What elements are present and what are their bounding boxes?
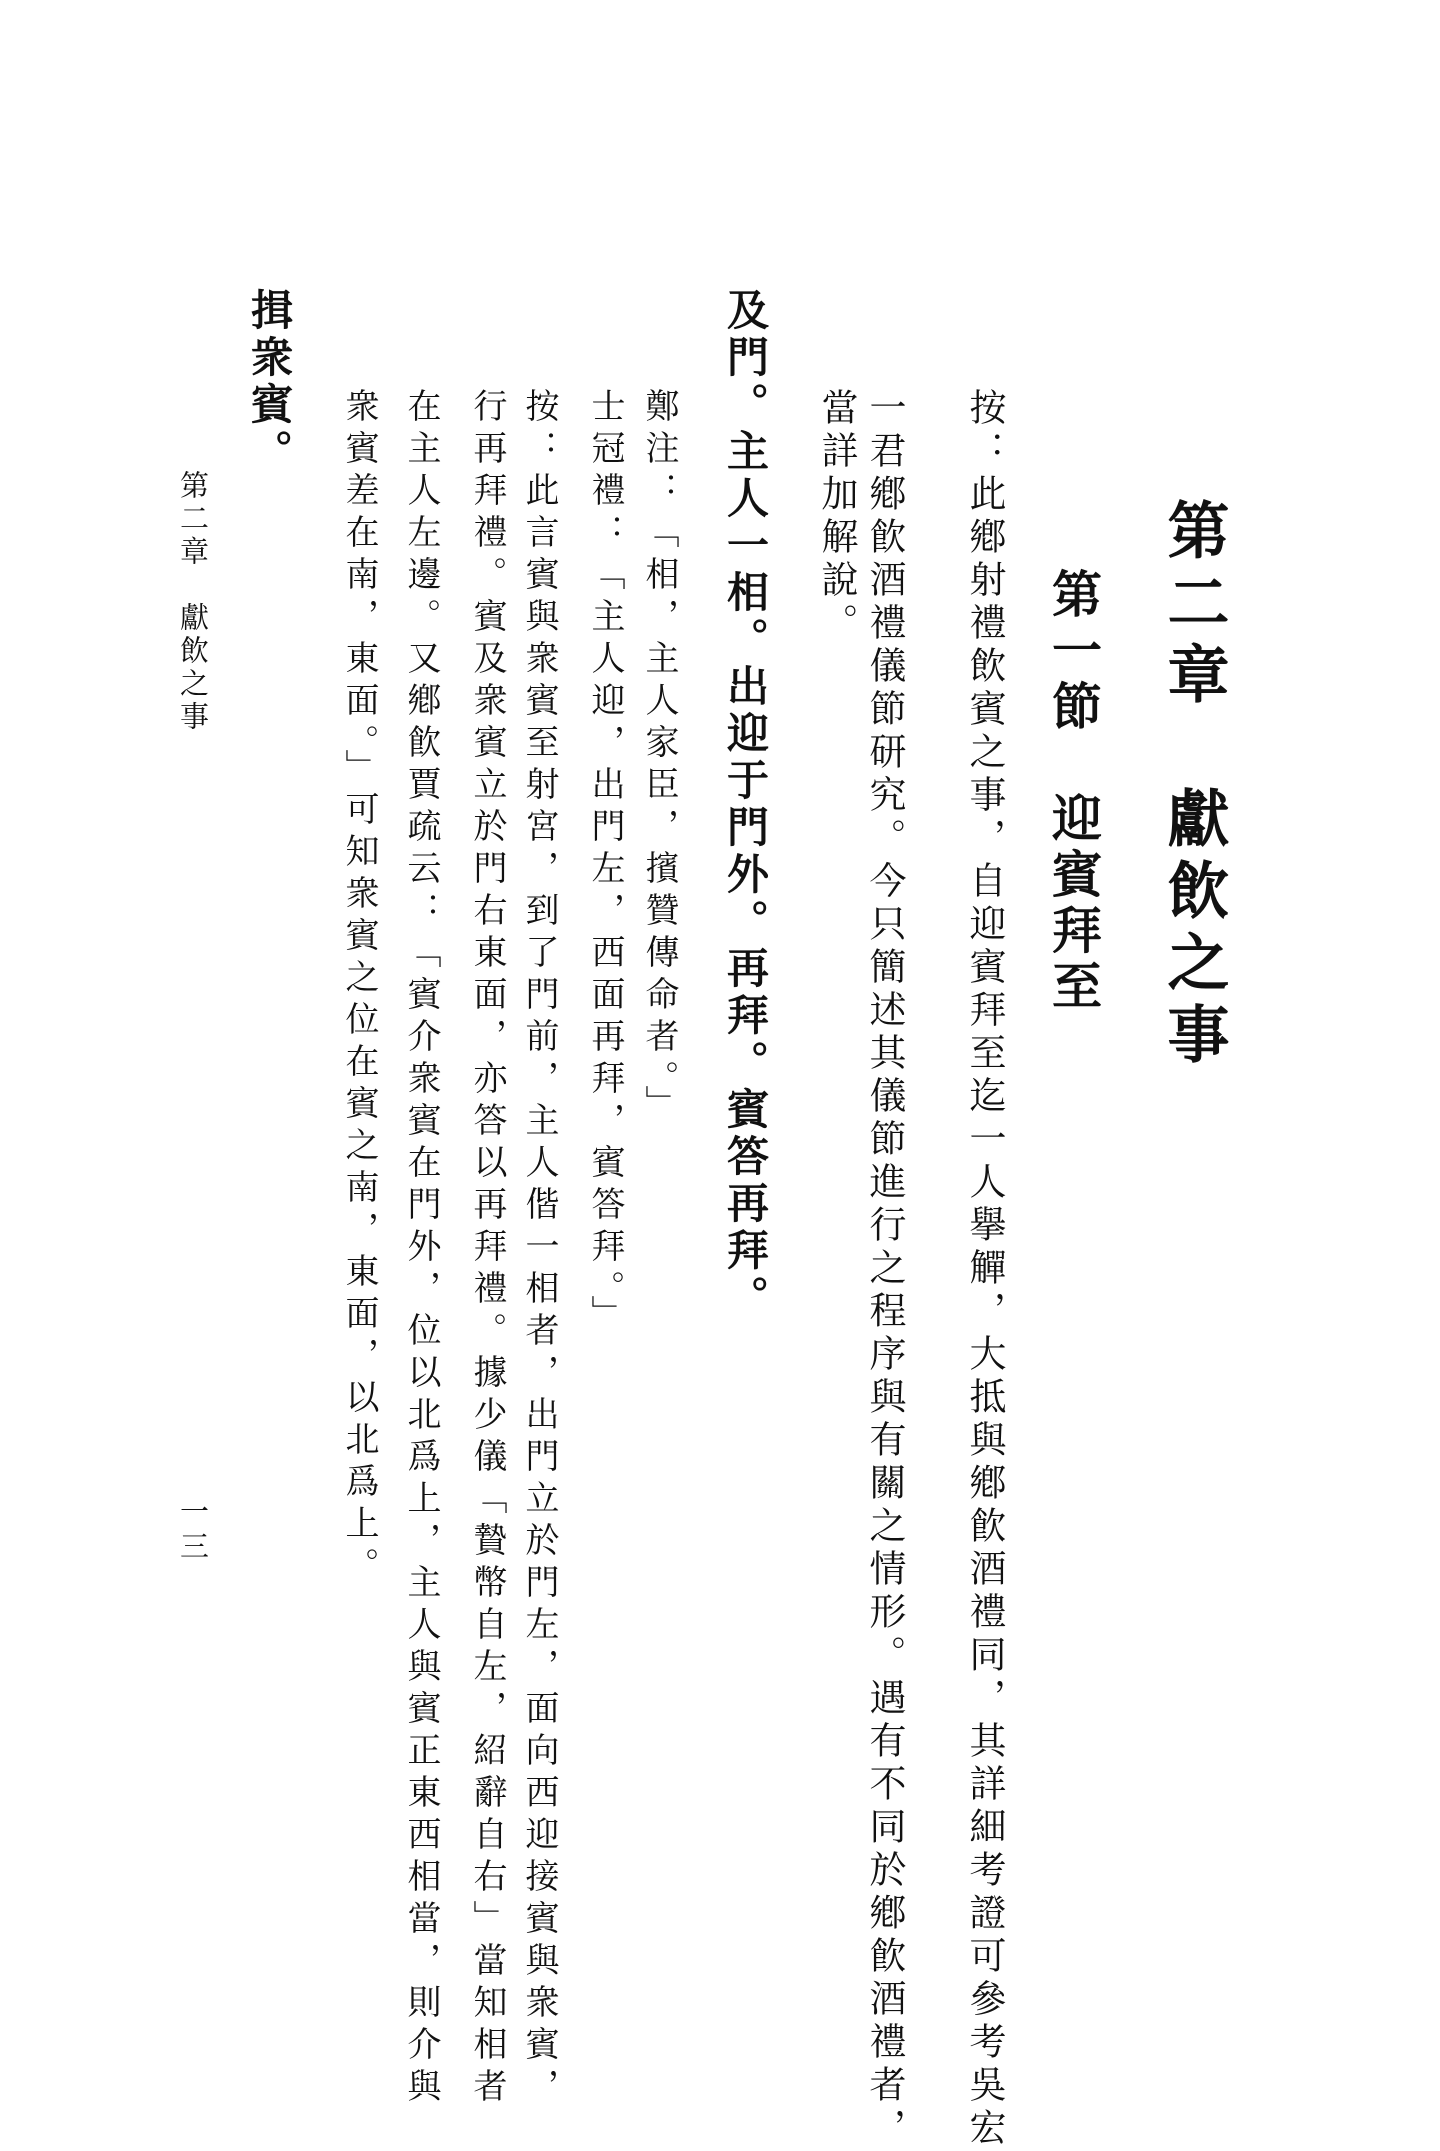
- note-shi-guan-li: 士冠禮：「主人迎，出門左，西面再拜，賓答拜。」: [585, 388, 625, 1337]
- commentary-line-1: 按：此鄕射禮飲賓之事，自迎賓拜至迄一人擧觶，大抵與鄕飮酒禮同，其詳細考證可參考吳宏: [963, 388, 1006, 2151]
- main-text-arrival: 及門。主人一相。出迎于門外。再拜。賓答再拜。: [721, 288, 770, 1322]
- commentary-line-3: 當詳加解說。: [815, 388, 858, 646]
- note-zheng-zhu: 鄭注：「相，主人家臣，擯贊傳命者。」: [639, 388, 679, 1127]
- note-an-line-2: 行再拜禮。賓及衆賓立於門右東面，亦答以再拜禮。據少儀「贄幣自左，紹辭自右」當知相者: [467, 388, 507, 2110]
- chapter-title: 第二章 獻飲之事: [1157, 498, 1230, 1074]
- running-head: 第二章 獻飲之事: [176, 470, 210, 734]
- main-text-bow: 揖衆賓。: [245, 288, 294, 476]
- section-title: 第一節 迎賓拜至: [1044, 568, 1103, 1016]
- page-number: 一三: [176, 1496, 210, 1566]
- note-an-line-1: 按：此言賓與衆賓至射宮，到了門前，主人偕一相者，出門立於門左，面向西迎接賓與衆賓，: [519, 388, 559, 2110]
- commentary-line-2: 一君鄕飮酒禮儀節研究。今只簡述其儀節進行之程序與有關之情形。遇有不同於鄕飮酒禮者，: [863, 388, 906, 2151]
- note-an-line-3: 在主人左邊。又鄕飮賈疏云：「賓介衆賓在門外，位以北爲上，主人與賓正東西相當，則介與: [401, 388, 441, 2110]
- note-an-line-4: 衆賓差在南，東面。」可知衆賓之位在賓之南，東面，以北爲上。: [339, 388, 379, 1589]
